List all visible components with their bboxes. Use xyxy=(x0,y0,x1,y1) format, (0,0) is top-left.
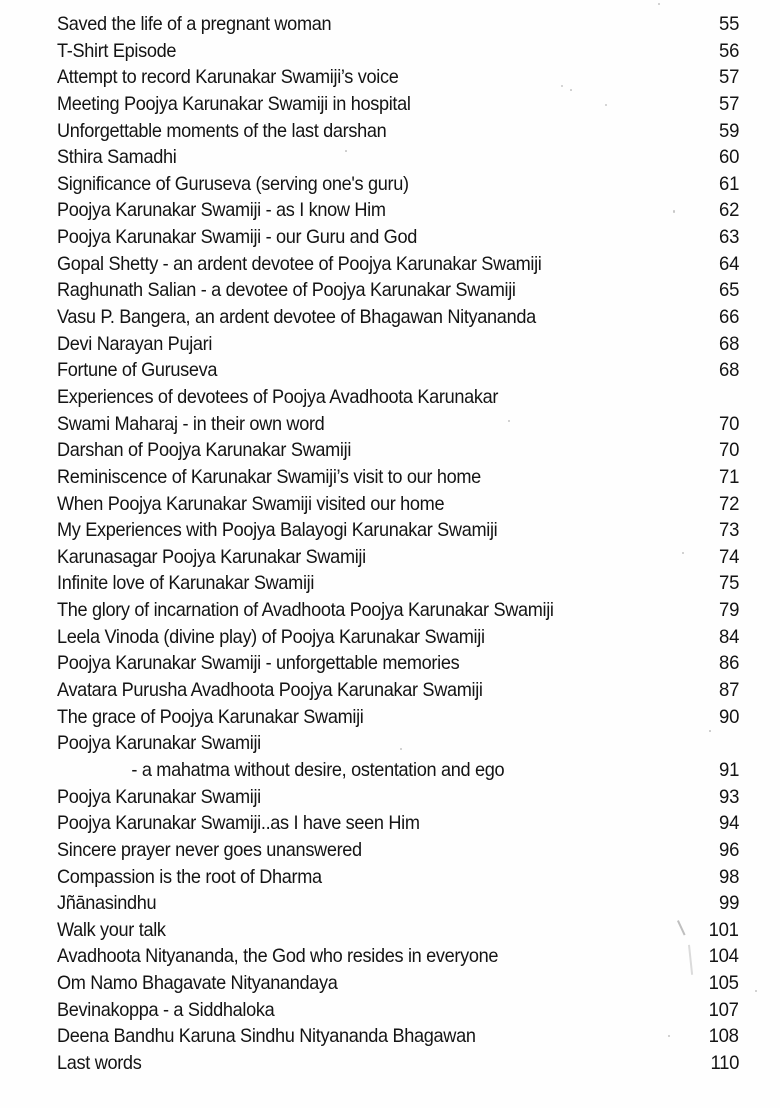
scan-speck xyxy=(345,150,347,152)
toc-entry-title: Last words xyxy=(57,1051,142,1074)
toc-entry-line xyxy=(57,1023,739,1050)
toc-entry-page-number: 62 xyxy=(718,199,739,222)
toc-entry xyxy=(57,784,739,811)
toc-entry-page-number: 56 xyxy=(718,39,739,62)
toc-entry xyxy=(57,864,739,891)
toc-entry xyxy=(57,517,739,544)
toc-entry-line xyxy=(57,491,739,518)
toc-entry-line xyxy=(57,304,739,331)
toc-entry xyxy=(57,171,739,198)
toc-entry-line xyxy=(57,331,739,358)
toc-entry-title: Karunasagar Poojya Karunakar Swamiji xyxy=(57,545,366,568)
toc-entry-line xyxy=(57,650,739,677)
toc-entry-line xyxy=(57,597,739,624)
toc-entry-page-number: 57 xyxy=(718,92,739,115)
toc-entry xyxy=(57,277,739,304)
toc-entry xyxy=(57,570,739,597)
toc-entry-title: T-Shirt Episode xyxy=(57,39,177,62)
toc-entry-page-number: 57 xyxy=(718,66,739,89)
toc-entry-line xyxy=(57,970,739,997)
toc-entry xyxy=(57,464,739,491)
toc-entry xyxy=(57,997,739,1024)
toc-entry-line xyxy=(57,11,739,38)
toc-entry-page-number: 72 xyxy=(718,492,739,515)
toc-entry-line xyxy=(57,91,739,118)
toc-entry-page-number: 70 xyxy=(718,412,739,435)
toc-entry xyxy=(57,1050,739,1077)
toc-entry-continuation-line xyxy=(57,411,739,438)
toc-entry-line xyxy=(57,144,739,171)
toc-entry-page-number: 73 xyxy=(718,519,739,542)
scan-speck xyxy=(682,552,684,554)
toc-entry-title: Deena Bandhu Karuna Sindhu Nityananda Bhagawan xyxy=(57,1025,476,1048)
toc-entry-page-number: 70 xyxy=(718,439,739,462)
toc-entry-page-number: 87 xyxy=(718,679,739,702)
scan-speck xyxy=(508,420,510,422)
scan-speck xyxy=(561,85,563,87)
toc-entry-title: Significance of Guruseva (serving one's guru) xyxy=(57,172,409,195)
toc-entry xyxy=(57,650,739,677)
toc-entry xyxy=(57,118,739,145)
toc-entry-title: Poojya Karunakar Swamiji - as I know Him xyxy=(57,199,386,222)
toc-entry-title: My Experiences with Poojya Balayogi Karunakar Swamiji xyxy=(57,519,498,542)
toc-entry-line xyxy=(57,464,739,491)
toc-entry xyxy=(57,224,739,251)
toc-entry xyxy=(57,357,739,384)
toc-entry-page-number: 65 xyxy=(718,279,739,302)
toc-entry-page-number: 93 xyxy=(718,785,739,808)
toc-entry xyxy=(57,544,739,571)
toc-entry-page-number: 68 xyxy=(718,359,739,382)
toc-entry-title: Meeting Poojya Karunakar Swamiji in hospital xyxy=(57,92,411,115)
scan-speck xyxy=(668,1035,670,1037)
toc-entry-line xyxy=(57,704,739,731)
toc-entry-page-number: 61 xyxy=(718,172,739,195)
toc-entry-page-number: 59 xyxy=(718,119,739,142)
toc-entry-title: Jñānasindhu xyxy=(57,892,157,915)
toc-entry-title: Experiences of devotees of Poojya Avadhoota Karunakar xyxy=(57,385,499,408)
toc-entry xyxy=(57,890,739,917)
toc-entry-title: Poojya Karunakar Swamiji - our Guru and God xyxy=(57,226,417,249)
scan-speck xyxy=(709,730,711,732)
scan-speck xyxy=(755,990,757,992)
toc-entry-page-number: 79 xyxy=(718,599,739,622)
toc-entry-title: Vasu P. Bangera, an ardent devotee of Bhagawan Nityananda xyxy=(57,306,536,329)
toc-entry-title: Bevinakoppa - a Siddhaloka xyxy=(57,998,275,1021)
toc-entry xyxy=(57,38,739,65)
toc-entry xyxy=(57,704,739,731)
toc-entry-page-number: 104 xyxy=(708,945,739,968)
toc-entry-title: Compassion is the root of Dharma xyxy=(57,865,322,888)
toc-entry-line xyxy=(57,251,739,278)
toc-entry-page-number: 63 xyxy=(718,226,739,249)
toc-entry-line xyxy=(57,38,739,65)
toc-entry-title: Om Namo Bhagavate Nityanandaya xyxy=(57,972,338,995)
toc-entry-page-number: 107 xyxy=(708,998,739,1021)
toc-entry xyxy=(57,437,739,464)
toc-entry-line xyxy=(57,997,739,1024)
toc-entry-line xyxy=(57,437,739,464)
toc-entry-title: Poojya Karunakar Swamiji..as I have seen Him xyxy=(57,812,420,835)
toc-entry-title: Darshan of Poojya Karunakar Swamiji xyxy=(57,439,352,462)
toc-entry-page-number: 60 xyxy=(718,146,739,169)
toc-entry-title: Avatara Purusha Avadhoota Poojya Karunakar Swamiji xyxy=(57,679,483,702)
toc-entry xyxy=(57,1023,739,1050)
toc-entry-title: Avadhoota Nityananda, the God who resides in everyone xyxy=(57,945,499,968)
toc-entry-title: Sincere prayer never goes unanswered xyxy=(57,838,362,861)
toc-entry-page-number: 84 xyxy=(718,625,739,648)
toc-entry-title: The glory of incarnation of Avadhoota Poojya Karunakar Swamiji xyxy=(57,599,554,622)
toc-entry-line xyxy=(57,357,739,384)
toc-entry-page-number: 74 xyxy=(718,545,739,568)
toc-entry-title: Poojya Karunakar Swamiji xyxy=(57,732,261,755)
toc-entry-page-number: 91 xyxy=(718,758,739,781)
toc-entry-title: Raghunath Salian - a devotee of Poojya Karunakar Swamiji xyxy=(57,279,516,302)
toc-entry xyxy=(57,331,739,358)
toc-entry xyxy=(57,91,739,118)
toc-entry-title: When Poojya Karunakar Swamiji visited our home xyxy=(57,492,445,515)
toc-entry-title: Saved the life of a pregnant woman xyxy=(57,13,332,35)
scan-speck xyxy=(570,89,572,91)
toc-entry-line xyxy=(57,784,739,811)
scan-speck xyxy=(658,3,660,5)
toc-entry-page-number: 55 xyxy=(718,13,739,35)
toc-entry xyxy=(57,917,739,944)
toc-entry-title: Reminiscence of Karunakar Swamiji’s visit to our home xyxy=(57,465,481,488)
toc-entry-page-number: 90 xyxy=(718,705,739,728)
toc-entry xyxy=(57,624,739,651)
toc-entry-line xyxy=(57,730,739,757)
toc-entry-page-number: 75 xyxy=(718,572,739,595)
toc-entry-line xyxy=(57,943,739,970)
toc-entry-line xyxy=(57,224,739,251)
toc-entry-line xyxy=(57,384,739,411)
toc-entry xyxy=(57,677,739,704)
scan-speck xyxy=(400,748,402,750)
toc-entry xyxy=(57,11,739,38)
toc-entry-title: Poojya Karunakar Swamiji xyxy=(57,785,261,808)
toc-entry-line xyxy=(57,624,739,651)
toc-entry-page-number: 110 xyxy=(710,1051,739,1074)
toc-entry-title: The grace of Poojya Karunakar Swamiji xyxy=(57,705,364,728)
toc-entry xyxy=(57,304,739,331)
toc-entry-line xyxy=(57,197,739,224)
toc-entry-line xyxy=(57,64,739,91)
toc-entry-page-number: 64 xyxy=(718,252,739,275)
scan-speck xyxy=(673,210,675,213)
toc-entry-page-number: 71 xyxy=(718,465,739,488)
toc-entry-title: Fortune of Guruseva xyxy=(57,359,218,382)
toc-entry-page-number: 105 xyxy=(708,972,739,995)
toc-entry-title: - a mahatma without desire, ostentation and ego xyxy=(131,758,505,781)
toc-entry xyxy=(57,491,739,518)
toc-entry-title: Unforgettable moments of the last darshan xyxy=(57,119,387,142)
toc-entry-page-number: 68 xyxy=(718,332,739,355)
toc-entry-title: Poojya Karunakar Swamiji - unforgettable memories xyxy=(57,652,460,675)
toc-entry-title: Attempt to record Karunakar Swamiji’s voice xyxy=(57,66,399,89)
toc-entry-line xyxy=(57,118,739,145)
toc-entry-title: Infinite love of Karunakar Swamiji xyxy=(57,572,315,595)
toc-entry xyxy=(57,384,739,437)
toc-entry-line xyxy=(57,890,739,917)
toc-entry-line xyxy=(57,1050,739,1077)
toc-entry-line xyxy=(57,810,739,837)
toc-entry-page-number: 94 xyxy=(718,812,739,835)
toc-entry-line xyxy=(57,837,739,864)
toc-entry xyxy=(57,597,739,624)
toc-entry xyxy=(57,837,739,864)
toc-entry-title: Devi Narayan Pujari xyxy=(57,332,213,355)
toc-entry-page-number: 101 xyxy=(708,918,739,941)
toc-entry-line xyxy=(57,570,739,597)
toc-entry-title: Gopal Shetty - an ardent devotee of Poojya Karunakar Swamiji xyxy=(57,252,542,275)
toc-entry xyxy=(57,251,739,278)
toc-entry-title: Swami Maharaj - in their own word xyxy=(57,412,325,435)
toc-entry-page-number: 99 xyxy=(718,892,739,915)
toc-entry-page-number: 98 xyxy=(718,865,739,888)
toc-entry xyxy=(57,810,739,837)
table-of-contents xyxy=(57,11,739,1077)
toc-entry-page-number: 108 xyxy=(708,1025,739,1048)
toc-entry-line xyxy=(57,517,739,544)
toc-entry xyxy=(57,730,739,783)
toc-entry-line xyxy=(57,677,739,704)
toc-entry-continuation-line xyxy=(57,757,739,784)
toc-entry-line xyxy=(57,917,739,944)
toc-entry-title: Leela Vinoda (divine play) of Poojya Karunakar Swamiji xyxy=(57,625,485,648)
toc-entry-title: Walk your talk xyxy=(57,918,166,941)
toc-entry xyxy=(57,943,739,970)
toc-entry-line xyxy=(57,544,739,571)
toc-entry-page-number: 66 xyxy=(718,306,739,329)
scan-speck xyxy=(605,104,607,106)
toc-entry-page-number: 86 xyxy=(718,652,739,675)
toc-entry-line xyxy=(57,171,739,198)
toc-entry xyxy=(57,144,739,171)
toc-entry xyxy=(57,64,739,91)
toc-entry-page-number: 96 xyxy=(718,838,739,861)
toc-entry-title: Sthira Samadhi xyxy=(57,146,177,169)
toc-entry xyxy=(57,197,739,224)
toc-entry-line xyxy=(57,864,739,891)
toc-entry xyxy=(57,970,739,997)
toc-entry-line xyxy=(57,277,739,304)
